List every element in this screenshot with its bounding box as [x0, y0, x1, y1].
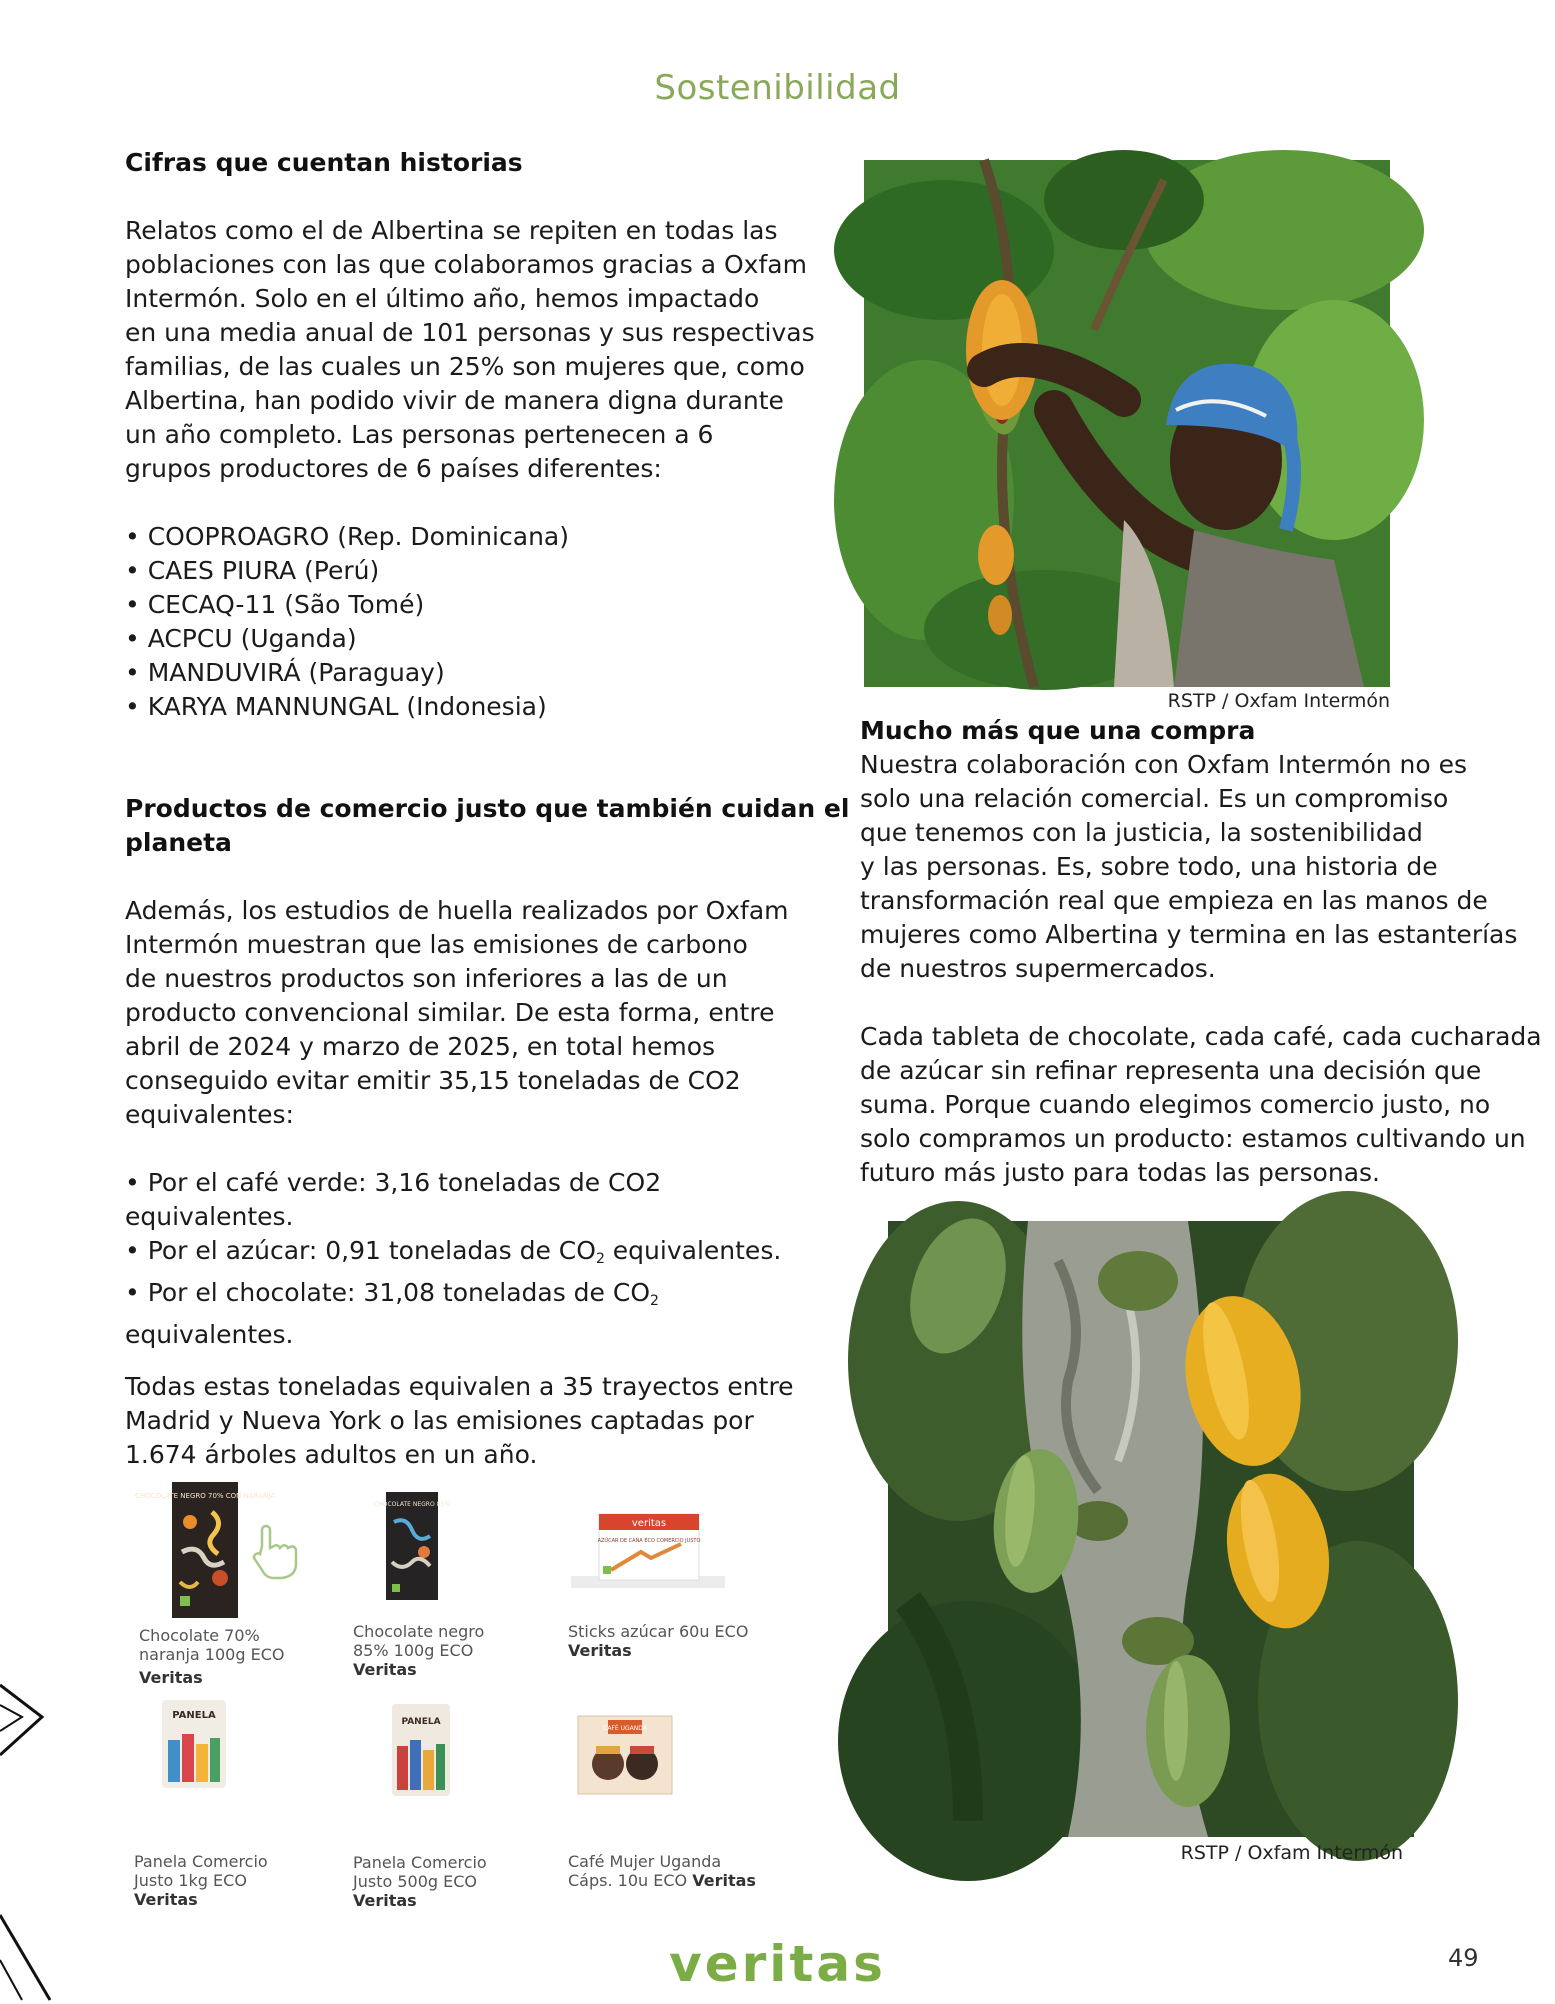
pack-label: PANELA [172, 1710, 216, 1721]
text-line: equivalentes: [125, 1100, 294, 1129]
emissions-list [125, 1166, 781, 1352]
heading-mucho-mas: Mucho más que una compra [860, 716, 1256, 745]
product-caption-6: Café Mujer Uganda Cáps. 10u ECO Veritas [568, 1852, 756, 1890]
paragraph-relatos [125, 214, 815, 486]
product-caption-2: Chocolate negro 85% 100g ECO Veritas [353, 1622, 485, 1679]
pack-sublabel: AZÚCAR DE CAÑA ECO COMERCIO JUSTO [597, 1538, 701, 1544]
heading-productos [125, 792, 849, 860]
text-line: Madrid y Nueva York o las emisiones captadas por [125, 1406, 754, 1435]
list-item: • MANDUVIRÁ (Paraguay) [125, 658, 445, 687]
text-line: solo compramos un producto: estamos cultivando un [860, 1124, 1526, 1153]
product-caption-1: Chocolate 70% naranja 100g ECO Veritas [139, 1626, 285, 1687]
list-item: • COOPROAGRO (Rep. Dominicana) [125, 522, 569, 551]
text-line: transformación real que empieza en las manos de [860, 886, 1488, 915]
text-line: familias, de las cuales un 25% son mujeres que, como [125, 352, 805, 381]
page-number: 49 [1448, 1944, 1479, 1972]
pack-label: PANELA [401, 1717, 441, 1727]
product-panela-1kg-image[interactable] [162, 1700, 226, 1788]
product-caption-3: Sticks azúcar 60u ECO Veritas [568, 1622, 749, 1660]
text-line: de nuestros productos son inferiores a las de un [125, 964, 728, 993]
paragraph-colaboracion [860, 748, 1517, 986]
list-item: • KARYA MANNUNGAL (Indonesia) [125, 692, 547, 721]
text-line: un año completo. Las personas pertenecen a 6 [125, 420, 714, 449]
text-line: mujeres como Albertina y termina en las estanterías [860, 920, 1518, 949]
product-panela-500g-image[interactable] [392, 1704, 450, 1796]
paragraph-tableta [860, 1020, 1542, 1190]
text-line: Albertina, han podido vivir de manera digna durante [125, 386, 784, 415]
list-item: • ACPCU (Uganda) [125, 624, 357, 653]
veritas-logo: veritas [669, 1935, 886, 1993]
pack-label: CAFÉ UGANDA [603, 1725, 647, 1732]
paragraph-equivalencias [125, 1370, 794, 1472]
photo-cacao-pods [888, 1221, 1414, 1837]
pack-label: veritas [631, 1518, 667, 1529]
text-line: Intermón muestran que las emisiones de carbono [125, 930, 748, 959]
text-line: Intermón. Solo en el último año, hemos impactado [125, 284, 760, 313]
list-item: • Por el café verde: 3,16 toneladas de CO2 [125, 1168, 662, 1197]
product-caption-5: Panela Comercio Justo 500g ECO Veritas [353, 1853, 487, 1910]
text-line: abril de 2024 y marzo de 2025, en total hemos [125, 1032, 716, 1061]
text-line: futuro más justo para todas las personas. [860, 1158, 1380, 1187]
pack-label: CHOCOLATE NEGRO 70% CON NARANJA [135, 1492, 275, 1500]
product-chocolate-85-image[interactable] [374, 1492, 450, 1600]
pointer-hand-icon [248, 1524, 306, 1580]
text-line: en una media anual de 101 personas y sus respectivas [125, 318, 815, 347]
list-item: • CAES PIURA (Perú) [125, 556, 380, 585]
text-line: solo una relación comercial. Es un compromiso [860, 784, 1449, 813]
product-chocolate-70-image[interactable] [135, 1482, 275, 1618]
list-item: • Por el chocolate: 31,08 toneladas de $CO_2$ [125, 1278, 659, 1309]
list-item: equivalentes. [125, 1202, 294, 1231]
text-line: de nuestros supermercados. [860, 954, 1216, 983]
text-line: 1.674 árboles adultos en un año. [125, 1440, 538, 1469]
text-line: Cada tableta de chocolate, cada café, cada cucharada [860, 1022, 1542, 1051]
text-line: conseguido evitar emitir 35,15 toneladas de CO2 [125, 1066, 741, 1095]
text-line: producto convencional similar. De esta forma, entre [125, 998, 775, 1027]
product-sticks-azucar-image[interactable] [571, 1510, 725, 1592]
text-line: Nuestra colaboración con Oxfam Intermón no es [860, 750, 1468, 779]
pack-label: CHOCOLATE NEGRO 85% [374, 1501, 450, 1508]
list-item: • Por el azúcar: 0,91 toneladas de $CO_2$ equivalentes. [125, 1236, 782, 1267]
text-line: Todas estas toneladas equivalen a 35 trayectos entre [125, 1372, 794, 1401]
list-item: equivalentes. [125, 1320, 294, 1349]
list-item: • CECAQ-11 (São Tomé) [125, 590, 425, 619]
text-line: que tenemos con la justicia, la sostenibilidad [860, 818, 1423, 847]
producer-groups-list [125, 520, 569, 724]
photo-credit-1: RSTP / Oxfam Intermón [1167, 690, 1390, 712]
text-line: Relatos como el de Albertina se repiten en todas las [125, 216, 778, 245]
product-cafe-uganda-image[interactable] [578, 1716, 672, 1794]
section-title: Sostenibilidad [654, 68, 901, 108]
text-line: Además, los estudios de huella realizados por Oxfam [125, 896, 789, 925]
product-caption-4: Panela Comercio Justo 1kg ECO Veritas [134, 1852, 268, 1909]
heading-line: Productos de comercio justo que también cuidan el [125, 794, 850, 823]
paragraph-huella [125, 894, 789, 1132]
heading-cifras: Cifras que cuentan historias [125, 148, 523, 177]
text-line: grupos productores de 6 países diferentes: [125, 454, 662, 483]
text-line: poblaciones con las que colaboramos gracias a Oxfam [125, 250, 807, 279]
heading-line: planeta [125, 828, 232, 857]
text-line: y las personas. Es, sobre todo, una historia de [860, 852, 1438, 881]
photo-credit-2: RSTP / Oxfam Intermón [1180, 1842, 1403, 1864]
text-line: suma. Porque cuando elegimos comercio justo, no [860, 1090, 1491, 1119]
photo-cacao-harvest [864, 160, 1390, 687]
text-line: de azúcar sin refinar representa una decisión que [860, 1056, 1482, 1085]
